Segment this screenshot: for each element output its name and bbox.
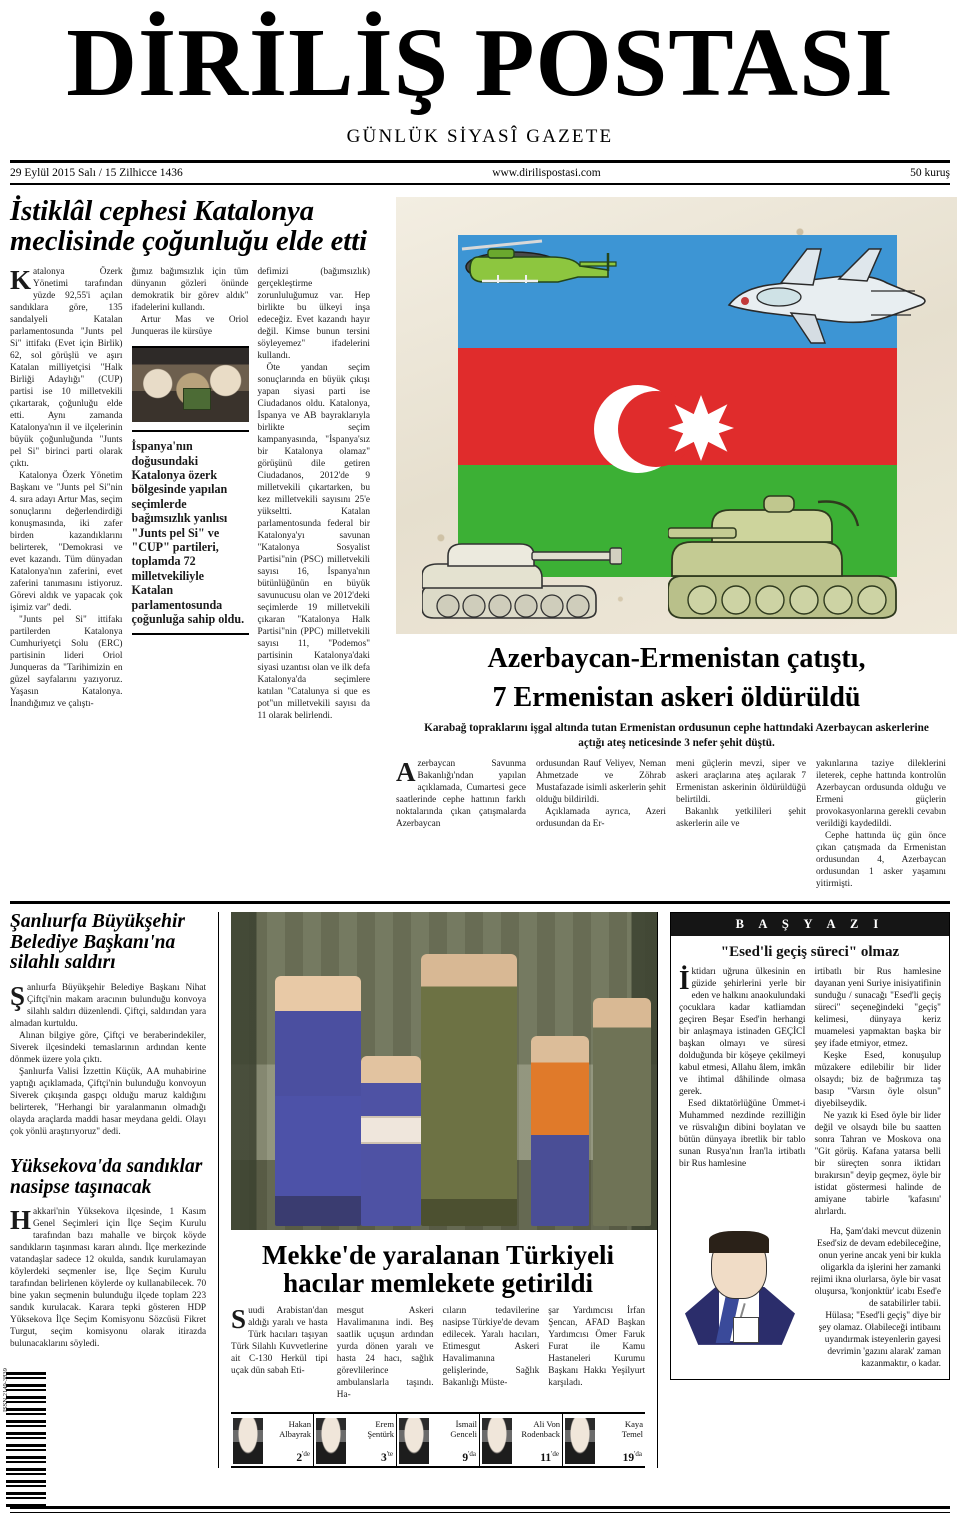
page-suffix: 'da bbox=[634, 1450, 643, 1459]
sanliurfa-body bbox=[10, 983, 206, 1139]
mekke-para-1: Suudi Arabistan'dan aldığı yaralı ve hasta Türk hacıları taşıyan Türk Silahlı Kuvvetlerine ait C-130 Herkül tipi uçak dün sabah Eti- bbox=[231, 1304, 328, 1377]
columnist-item[interactable] bbox=[314, 1414, 397, 1466]
hero-para-1: Azerbaycan Savunma Bakanlığı'ndan yapılan açıklamada, Cumartesi gece saatlerinde cephe hattının farklı noktalarında çıkan çatışmalarda Azerbaycan bbox=[396, 757, 526, 830]
mekke-para-3: cıların tedavilerine nasipse Türkiye'de devam edilecek. Yaralı hacıları, Etimesgut Askeri Havalimanına gelişlerinde, Sağlık Bakanlığı Müste- bbox=[442, 1306, 540, 1389]
hero-column-3 bbox=[676, 759, 806, 891]
lead-story-pullquote: İspanya'nın doğusundaki Katalonya özerk bölgesinde yapılan seçimlerde bağımsızlık yanlısı "Junts pel Si" ve "CUP" partileri, toplamda 72 milletvekiliyle Katalan parlamentosunda çoğunluğa sahip oldu. bbox=[132, 430, 249, 635]
sanliurfa-para-2: Alınan bilgiye göre, Çiftçi ve beraberindekiler, Siverek ilçesindeki temaslarının ardından kente dönmek üzere yola çıktı. bbox=[10, 1031, 207, 1066]
soldier-flightsuit bbox=[421, 954, 517, 1226]
page-suffix: 'de bbox=[302, 1450, 311, 1459]
columnist-portrait bbox=[316, 1418, 346, 1464]
yuksekova-para-1: Hakkari'nin Yüksekova ilçesinde, 1 Kasım Genel Seçimleri için İlçe Seçim Kurulu tarafından bazı mahalle ve birçok köyde sandıkların taşınması kararı alındı. İlçe merkezinde vatandaşlar sadece 12 okulda, sandık kurulamayan köylerdeki seçmenler ise, İlçe Seçim Kurulu tarafından belirlenen köylerde oy kullanabilecek. 70 bine yakın seçmenin bulunduğu ilçede toplam 223 sandık kurulacak. Karara tepki gösteren HDP Yüksekova İlçe Seçim Komisyonu Sözcüsü Fikret Turgut, seçim komisyonu olarak itirazda bulunacaklarını söyledi. bbox=[10, 1205, 207, 1350]
hero-column-2 bbox=[536, 759, 666, 891]
mekke-column-3 bbox=[443, 1306, 540, 1402]
top-section bbox=[0, 185, 960, 891]
lead-story-para-3: "Junts pel Si" ittifakı partilerden Katalonya Cumhuriyetçi Solu (ERC) partisinin lideri Oriol Junqueras da "Tarihimizin en güzel sayfalarını yazıyoruz. Yaşasın Katalonya. İnandığımız ve çalıştı- bbox=[10, 614, 123, 709]
mekke-column-1 bbox=[231, 1306, 328, 1402]
editorial-para-7: Hülasa; "Esed'li geçiş" diye bir şey olamaz. Olabileceği intibaını uyandırmak isteyenlerin gayesi devrimin 'gazını alarak' zaman kazanmaktır, o kadar. bbox=[818, 1310, 941, 1369]
columnist-name-line1: Hakan bbox=[288, 1419, 312, 1430]
lead-story-para-1: Katalonya Özerk Yönetimi tarafından yüzde 92,55'i açılan sandıklara göre, 135 sandalyeli Katalan parlamentosunda "Junts pel Si" ittifakı (Evet için Birlik) 62, sol görüşlü ve aşırı Katalan milliyetçisi "Halk Birliği Adaylığı" (CUP) partisi ise 10 milletvekili çıkartarak, çoğunluğu elde etti. Aynı zamanda Katalonya'nın il ve ilçelerinin büyük çoğunluğunda "Junts pel Si" birinci parti olarak çıktı. bbox=[10, 265, 123, 470]
editorial-section-label: B A Ş Y A Z I bbox=[671, 913, 949, 936]
lead-story-column-2 bbox=[132, 267, 249, 722]
columnist-portrait bbox=[233, 1418, 263, 1464]
page-suffix: 'te bbox=[386, 1450, 394, 1459]
editorial-para-5: Ne yazık ki Esed öyle bir lider değil ve olsaydı bile bu saatten sonra Tahran ve Moskova ona "Git görüş. Kafana yatarsa belli bir süreçten sonra iktidarı bırakırsın" deyip geçmez, öyle bir istidat göstermesi halinde de amiyane tabirle 'kafasını' alırlardı. bbox=[814, 1110, 941, 1217]
columnist-page-number bbox=[540, 1450, 559, 1464]
bottom-section bbox=[0, 904, 960, 1468]
lead-story-column-1 bbox=[10, 267, 123, 722]
website-url[interactable]: www.dirilispostasi.com bbox=[492, 167, 601, 179]
tank-left-icon bbox=[422, 514, 622, 626]
columnist-name-line1: İsmail bbox=[455, 1419, 478, 1430]
bottom-divider-1 bbox=[218, 912, 219, 1468]
bottom-divider-2 bbox=[657, 912, 658, 1468]
crescent-icon bbox=[594, 385, 682, 473]
columnist-portrait bbox=[482, 1418, 512, 1464]
editorial-column-1 bbox=[679, 967, 806, 1219]
columnist-page-number bbox=[623, 1450, 642, 1464]
page-num: 2 bbox=[296, 1452, 303, 1465]
columnist-name-line2: Şentürk bbox=[367, 1428, 395, 1439]
columnist-portrait bbox=[399, 1418, 429, 1464]
lead-story bbox=[10, 197, 380, 891]
columnists-strip bbox=[231, 1412, 645, 1468]
sanliurfa-headline[interactable]: Şanlıurfa Büyükşehir Belediye Başkanı'na silahlı saldırı bbox=[10, 911, 186, 974]
lead-story-column-3 bbox=[258, 267, 371, 722]
tank-right-icon bbox=[668, 476, 928, 634]
hero-para-5: Bakanlık yetkilileri şehit askerlerin aile ve bbox=[676, 807, 806, 830]
hero-para-4: meni güçlerin mevzi, siper ve askeri araçlarına ateş açılarak 7 Ermenistan askerinin öldürüldüğü belirtildi. bbox=[676, 759, 806, 806]
catalonia-podium-photo bbox=[132, 346, 249, 422]
footer-rule-top bbox=[10, 1506, 950, 1509]
editorial-column bbox=[662, 912, 950, 1468]
columnist-page-number bbox=[296, 1450, 310, 1464]
editorial-para-2: Esed diktatörlüğüne Ümmet-i Muhammed nezdinde rezilliğin ve rüsvalığın dibini boylatan ve bütün dünyaya ibretlik bir tablo sunan Rusya'nın İran'la irtibatlı bir Rus hamlesine bbox=[678, 1099, 806, 1169]
hero-para-3: Açıklamada ayrıca, Azeri ordusundan da Er- bbox=[536, 807, 666, 830]
sanliurfa-para-3: Şanlıurfa Valisi İzzettin Küçük, AA muhabirine yaptığı açıklamada, Çiftçi'nin bulunduğu konvoyun Siverek çıkışında gaspçı olduğu maruz kaldığını belirterek, "Herhangi bir yaralanmanın olmadığı olayda araçlarda maddi hasar meydana geldi. Olayı çok yönlü araştırıyoruz" dedi. bbox=[10, 1067, 207, 1137]
hero-headline-line1[interactable]: Azerbaycan-Ermenistan çatıştı, bbox=[487, 643, 866, 674]
sanliurfa-para-1: Şanlıurfa Büyükşehir Belediye Başkanı Nihat Çiftçi'nin makam aracının bulunduğu konvoya silahlı saldırı düzenlendi. Çiftçi, saldırıdan yara almadan kurtuldu. bbox=[10, 981, 207, 1030]
hero-column-4 bbox=[816, 759, 946, 891]
columnist-item[interactable] bbox=[231, 1414, 314, 1466]
editorial-title[interactable]: "Esed'li geçiş süreci" olmaz bbox=[720, 944, 900, 961]
editorial-para-1: İktidarı uğruna ülkesinin en güzide şehirlerini yerle bir eden ve halkını anaokulundaki çocuklara kadar katliamdan geçiren Beşar Esed'in herhangi bir anlaşmaya istinaden GEÇİCİ başkan olmayı ve süresi dolduğunda bir köşeye çekilmeyi kabul etmesi, Allahu âlem, imkân ve ihtimal dâhilinde olmasa gerek. bbox=[678, 965, 806, 1098]
azerbaijan-flag-illustration bbox=[396, 197, 957, 634]
dateline-bar bbox=[0, 163, 960, 183]
mekke-para-2: mesgut Askeri Havalimanına indi. Beş saatlik uçuşun ardından yurda dönen yaralı ve hasta 24 hacı, sağlık görevlilerince ambulanslarla taşındı. Ha- bbox=[336, 1306, 434, 1401]
columnist-item[interactable] bbox=[563, 1414, 645, 1466]
officer-right bbox=[593, 998, 651, 1226]
columnist-name bbox=[516, 1418, 560, 1439]
masthead bbox=[0, 0, 960, 148]
price-label: 50 kuruş bbox=[910, 167, 950, 179]
columnist-portrait bbox=[565, 1418, 595, 1464]
editorial-para-3: irtibatlı bir Rus hamlesine dayanan yeni Suriye inisiyatifinin sunduğu / sunacağı "Esed'li geçiş süreci" seçeneğindeki "geçiş" kelimesi, dünyaya keriz muamelesi yapmaktan başka bir şey ifade etmiyor, etmez. bbox=[814, 967, 941, 1050]
issn-number: ISSN 2149-3839 bbox=[2, 1368, 9, 1412]
paramedic-foreground bbox=[275, 976, 361, 1226]
editorial-para-6: Ha, Şam'daki mevcut düzenin Esed'siz de devam edebileceğine, onun yerine ancak yeni bir kukla oligarkla da işlerini her zamanki rejimi ikna olurlarsa, öyle bir vasat oluşursa, 'konjonktür' icabı Esed'e de satabilirler tabii. bbox=[810, 1226, 941, 1309]
caricature-glass bbox=[733, 1317, 759, 1343]
assad-caricature bbox=[681, 1229, 801, 1347]
newspaper-subtitle: GÜNLÜK SİYASÎ GAZETE bbox=[346, 126, 614, 147]
hero-columns bbox=[396, 759, 957, 891]
publication-date: 29 Eylül 2015 Salı / 15 Zilhicce 1436 bbox=[10, 167, 183, 179]
fighter-jet-icon bbox=[721, 243, 931, 353]
hero-lede: Karabağ topraklarını işgal altında tutan Ermenistan ordusunun cephe hattındaki Azerbaycan askerlerine açtığı ateş neticesinde 3 nefer şehit düştü. bbox=[424, 722, 929, 749]
columnist-item[interactable] bbox=[480, 1414, 563, 1466]
columnist-name-line1: Ali Von bbox=[533, 1419, 561, 1430]
lead-story-para-6: defimizi (bağımsızlık) gerçekleştirme zorunluluğumuz var. Hep birlikte bu ülkeyi inşa edeceğiz. Evet kazandı hayır değil. Kimse bunun tersini söyleyemez" ifadelerini kullandı. bbox=[257, 267, 370, 362]
page-num: 19 bbox=[622, 1452, 635, 1465]
columnist-item[interactable] bbox=[397, 1414, 480, 1466]
lead-story-para-5: Artur Mas ve Oriol Junqueras ile kürsüye bbox=[131, 315, 249, 338]
hero-story bbox=[388, 197, 957, 891]
columnist-page-number bbox=[381, 1450, 393, 1464]
editorial-column-2 bbox=[814, 967, 941, 1219]
caricature-hair bbox=[709, 1231, 769, 1253]
issn-barcode bbox=[6, 1372, 46, 1508]
hajj-evacuation-photo bbox=[231, 912, 657, 1230]
hero-column-1 bbox=[396, 759, 526, 891]
mekke-headline[interactable]: Mekke'de yaralanan Türkiyeli hacılar memlekete getirildi bbox=[262, 1240, 615, 1299]
rescue-worker bbox=[531, 1036, 589, 1226]
page-num: 11 bbox=[540, 1452, 552, 1465]
editorial-box bbox=[670, 912, 950, 1379]
mekke-columns bbox=[231, 1306, 645, 1402]
center-column bbox=[223, 912, 653, 1468]
footer-rule-bottom bbox=[10, 1512, 950, 1513]
newspaper-title: DİRİLİŞ POSTASI bbox=[66, 9, 894, 117]
page-num: 3 bbox=[380, 1452, 387, 1465]
mekke-column-4 bbox=[548, 1306, 645, 1402]
hero-headline-line2[interactable]: 7 Ermenistan askeri öldürüldü bbox=[492, 682, 861, 714]
page-suffix: 'da bbox=[468, 1450, 477, 1459]
editorial-closing bbox=[671, 1227, 949, 1379]
editorial-para-4: Keşke Esed, konuşulup müzakere edilebilir bir lider olsaydı; biz de bağrımıza taş basıp "Varsın öyle olsun" diyebilseydik. bbox=[814, 1051, 941, 1109]
columnist-name bbox=[433, 1418, 477, 1439]
helicopter-icon bbox=[448, 233, 626, 295]
editorial-columns bbox=[671, 967, 949, 1227]
columnist-name-line2: Genceli bbox=[450, 1428, 478, 1439]
columnist-page-number bbox=[462, 1450, 476, 1464]
hero-para-7: Cephe hattında üç gün önce çıkan çatışmada da Ermenistan ordusundan 4, Azerbaycan ordusundan 1 asker yaşamını yitirmişti. bbox=[816, 831, 946, 890]
page-suffix: 'de bbox=[551, 1450, 560, 1459]
columnist-name-line2: Albayrak bbox=[279, 1428, 312, 1439]
lead-story-para-7: Öte yandan seçim sonuçlarında en büyük çıkışı yapan siyasi parti ise Ciudadanos oldu. Katalonya, İspanya ve AB bayraklarıyla birlikte seçim kampanyasında, "İspanya'sız bir Katalonya olamaz" görüşünü dile getiren Ciudadanos, 2012'de 9 milletvekili çıkartarken, bu kez milletvekili sayısını 25'e yükseltti. Katalan parlamentosunda federal bir Katalonya'yı savunan "Katalonya Sosyalist Partisi"nin (PSC) milletvekili sayısı 16, İspanya'nın bütünlüğünün en büyük savunucusu olan ve 2012'deki seçimlerde 19 milletvekili çıkaran "Katalonya Halk Partisi"nin (PPC) milletvekili sayısı 11, "Podemos" partisinin Katalonya'daki siyasi uzantısı olan ve ilk defa Katalonya'da seçimlere katılan "Catalunya si que es pot"un milletvekili sayısı da 11 olarak belirlendi. bbox=[257, 363, 370, 721]
lead-story-columns bbox=[10, 267, 370, 722]
mekke-column-2 bbox=[337, 1306, 434, 1402]
columnist-name bbox=[350, 1418, 394, 1439]
hero-para-6: yakınlarına taziye dileklerini ileterek, cephe hattında kontrolün Azerbaycan ordusunda olduğu ve Ermeni güçlerin provokasyonlarına gerekli cevabın verildiği kaydedildi. bbox=[816, 759, 946, 830]
lead-story-para-4: ğımız bağımsızlık için tüm dünyanın gözleri önünde demokratik bir görev aldık" ifadelerini kullandı. bbox=[131, 267, 249, 314]
columnist-name-line2: Rodenback bbox=[521, 1428, 561, 1439]
yuksekova-body bbox=[10, 1207, 206, 1351]
columnist-name-line1: Kaya bbox=[624, 1419, 644, 1430]
hero-para-2: ordusundan Rauf Veliyev, Neman Ahmetzade ve Zöhrab Mustafazade isimli askerlerin şehit olduğu bildirildi. bbox=[536, 759, 666, 806]
columnist-name bbox=[267, 1418, 311, 1439]
columnist-name-line2: Temel bbox=[621, 1428, 644, 1439]
lead-story-headline[interactable]: İstiklâl cephesi Katalonya meclisinde çoğunluğu elde etti bbox=[10, 196, 368, 258]
mekke-para-4: şar Yardımcısı İrfan Şencan, AFAD Başkan Yardımcısı Ömer Faruk Furat ile Kamu Hastaneleri Kurumu Başkanı Hakkı Yeşilyurt karşıladı. bbox=[548, 1306, 646, 1389]
page-num: 9 bbox=[462, 1452, 469, 1465]
yuksekova-headline[interactable]: Yüksekova'da sandıklar nasipse taşınacak bbox=[10, 1155, 203, 1198]
columnist-name bbox=[599, 1418, 643, 1439]
columnist-name-line1: Erem bbox=[375, 1419, 395, 1430]
lead-story-para-2: Katalonya Özerk Yönetim Başkanı ve "Junts pel Si"nin 4. sıra adayı Artur Mas, seçim sonuçlarını değerlendirdiği konuşmasında, iki zafer birden kazandıklarını belirterek, "Demokrasi ve evet kazandı. Tüm dünyadan Katalonya'nın zaferini, evet zaferini tanımasını istiyoruz. Görevi aldık ve yapacak çok işimiz var" dedi. bbox=[10, 471, 123, 613]
